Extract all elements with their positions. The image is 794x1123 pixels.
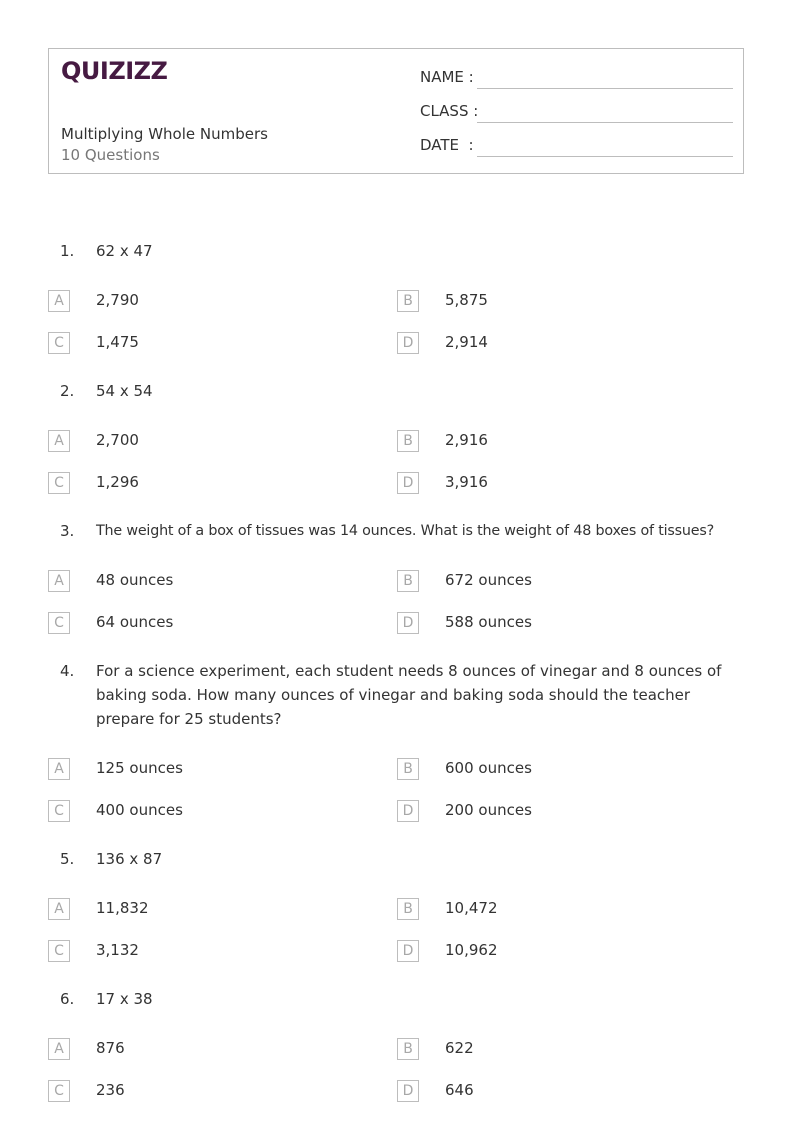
option-letter: B xyxy=(397,430,419,452)
option-text: 672 ounces xyxy=(445,571,532,589)
option-letter: C xyxy=(48,800,70,822)
option-text: 10,472 xyxy=(445,899,498,917)
option-letter: A xyxy=(48,898,70,920)
option-letter: C xyxy=(48,612,70,634)
option-text: 48 ounces xyxy=(96,571,174,589)
name-line[interactable] xyxy=(477,88,733,89)
option-letter: B xyxy=(397,1038,419,1060)
option-letter: D xyxy=(397,332,419,354)
option-text: 876 xyxy=(96,1039,125,1057)
question-number: 6. xyxy=(60,990,75,1008)
date-field[interactable] xyxy=(420,136,733,156)
option-letter: B xyxy=(397,290,419,312)
option-text: 2,914 xyxy=(445,333,488,351)
option-text: 2,916 xyxy=(445,431,488,449)
name-label: NAME : xyxy=(420,68,474,86)
worksheet-header xyxy=(48,48,744,174)
option-text: 646 xyxy=(445,1081,474,1099)
option-text: 200 ounces xyxy=(445,801,532,819)
option-letter: B xyxy=(397,898,419,920)
question-text: The weight of a box of tissues was 14 ounces. What is the weight of 48 boxes of tissues? xyxy=(96,523,714,539)
name-field[interactable] xyxy=(420,68,733,88)
option-letter: C xyxy=(48,940,70,962)
option-letter: D xyxy=(397,940,419,962)
option-letter: D xyxy=(397,472,419,494)
question-text: 54 x 54 xyxy=(96,382,153,400)
date-line[interactable] xyxy=(477,156,733,157)
option-text: 600 ounces xyxy=(445,759,532,777)
question-text: For a science experiment, each student needs 8 ounces of vinegar and 8 ounces of baking soda. How many ounces of vinegar and baking soda should the teacher prepare for 25 students? xyxy=(96,662,722,728)
option-letter: A xyxy=(48,430,70,452)
option-letter: A xyxy=(48,758,70,780)
option-text: 588 ounces xyxy=(445,613,532,631)
question-number: 2. xyxy=(60,382,75,400)
option-text: 1,296 xyxy=(96,473,139,491)
option-letter: D xyxy=(397,800,419,822)
option-text: 125 ounces xyxy=(96,759,183,777)
quizizz-logo: QUIZIZZ xyxy=(61,57,168,85)
option-letter: B xyxy=(397,758,419,780)
class-field[interactable] xyxy=(420,102,733,122)
option-text: 2,790 xyxy=(96,291,139,309)
class-line[interactable] xyxy=(477,122,733,123)
option-letter: A xyxy=(48,570,70,592)
option-letter: C xyxy=(48,472,70,494)
option-letter: D xyxy=(397,612,419,634)
question-number: 5. xyxy=(60,850,75,868)
question-number: 1. xyxy=(60,242,75,260)
option-text: 236 xyxy=(96,1081,125,1099)
worksheet-title: Multiplying Whole Numbers xyxy=(61,125,268,143)
option-text: 5,875 xyxy=(445,291,488,309)
option-text: 64 ounces xyxy=(96,613,174,631)
question-text: 17 x 38 xyxy=(96,990,153,1008)
question-text: 136 x 87 xyxy=(96,850,163,868)
question-number: 4. xyxy=(60,662,75,680)
option-text: 3,132 xyxy=(96,941,139,959)
option-letter: A xyxy=(48,1038,70,1060)
option-text: 11,832 xyxy=(96,899,149,917)
option-text: 10,962 xyxy=(445,941,498,959)
option-letter: C xyxy=(48,332,70,354)
question-number: 3. xyxy=(60,522,75,540)
class-label: CLASS : xyxy=(420,102,479,120)
question-count: 10 Questions xyxy=(61,146,160,164)
option-text: 1,475 xyxy=(96,333,139,351)
option-letter: C xyxy=(48,1080,70,1102)
option-letter: A xyxy=(48,290,70,312)
option-text: 622 xyxy=(445,1039,474,1057)
question-text: 62 x 47 xyxy=(96,242,153,260)
option-text: 2,700 xyxy=(96,431,139,449)
option-text: 3,916 xyxy=(445,473,488,491)
option-text: 400 ounces xyxy=(96,801,183,819)
option-letter: B xyxy=(397,570,419,592)
date-label: DATE : xyxy=(420,136,474,154)
option-letter: D xyxy=(397,1080,419,1102)
